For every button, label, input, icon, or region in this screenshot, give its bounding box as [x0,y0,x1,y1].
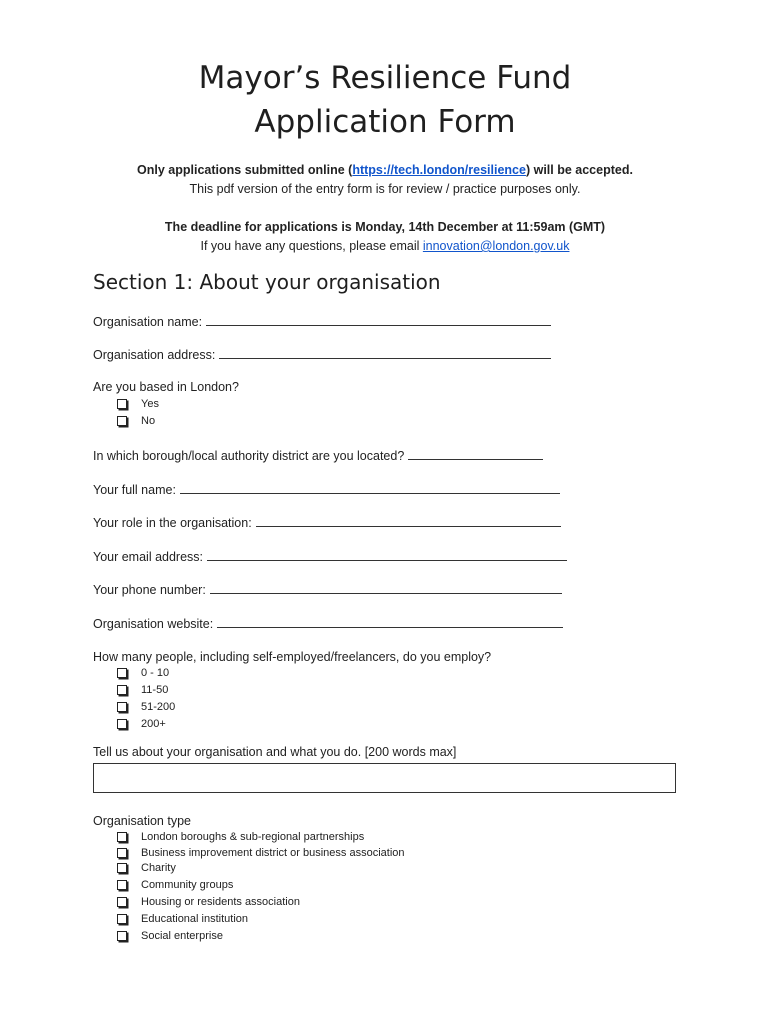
option-label: Business improvement district or business association [141,847,405,859]
org-type-option[interactable] [117,847,405,859]
website-field[interactable] [217,616,563,628]
form-title-line2: Application Form [254,104,516,140]
checkbox-icon[interactable] [117,848,127,858]
employees-option-200-plus[interactable] [117,718,166,730]
org-name-question [93,314,551,329]
website-label: Organisation website: [93,617,214,631]
org-name-field[interactable] [206,314,551,326]
option-label: Charity [141,862,176,874]
org-address-label: Organisation address: [93,348,216,362]
borough-field[interactable] [408,448,543,460]
checkbox-icon[interactable] [117,399,127,409]
checkbox-icon[interactable] [117,668,127,678]
apply-online-link[interactable]: https://tech.london/resilience [352,163,526,177]
option-label: London boroughs & sub-regional partnerships [141,831,365,843]
org-type-option[interactable] [117,913,248,925]
form-title-line1: Mayor’s Resilience Fund [198,60,572,96]
checkbox-icon[interactable] [117,416,127,426]
option-label: 11-50 [141,684,169,696]
option-label: Community groups [141,879,234,891]
email-question [93,549,567,564]
employees-option-11-50[interactable] [117,684,168,696]
employees-question: How many people, including self-employed/freelancers, do you employ? [93,650,492,664]
online-notice [0,163,770,177]
about-textarea[interactable] [93,763,676,793]
email-field[interactable] [207,549,567,561]
org-type-option[interactable] [117,862,176,874]
option-label: Social enterprise [141,930,223,942]
org-type-option[interactable] [117,831,364,843]
form-title [0,56,770,144]
checkbox-icon[interactable] [117,685,127,695]
deadline-notice: The deadline for applications is Monday, 14th December at 11:59am (GMT) [164,220,606,234]
org-type-question: Organisation type [93,814,191,828]
contact-notice [0,239,770,253]
london-option-no[interactable] [117,415,155,427]
checkbox-icon[interactable] [117,931,127,941]
contact-email-link[interactable]: innovation@london.gov.uk [422,239,570,253]
org-type-option[interactable] [117,930,223,942]
london-option-yes[interactable] [117,398,159,410]
phone-field[interactable] [210,582,562,594]
org-name-label: Organisation name: [93,315,203,329]
role-field[interactable] [256,515,561,527]
employees-option-0-10[interactable] [117,667,169,679]
option-label: 51-200 [141,701,176,713]
borough-question [93,448,543,463]
full-name-question [93,482,560,497]
role-label: Your role in the organisation: [93,516,252,530]
checkbox-icon[interactable] [117,897,127,907]
option-label: 200+ [141,718,166,730]
borough-label: In which borough/local authority district are you located? [93,449,405,463]
org-type-option[interactable] [117,896,300,908]
checkbox-icon[interactable] [117,719,127,729]
online-notice-suffix: ) will be accepted. [525,163,633,177]
contact-prefix: If you have any questions, please email [200,239,423,253]
pdf-note: This pdf version of the entry form is for review / practice purposes only. [189,182,581,196]
phone-question [93,582,562,597]
checkbox-icon[interactable] [117,832,127,842]
online-notice-prefix: Only applications submitted online ( [137,163,353,177]
section-1-title: Section 1: About your organisation [93,270,441,294]
option-label: No [141,415,156,427]
option-label: 0 - 10 [141,667,170,679]
phone-label: Your phone number: [93,583,206,597]
checkbox-icon[interactable] [117,880,127,890]
role-question [93,515,561,530]
org-type-option[interactable] [117,879,233,891]
org-address-question [93,347,551,362]
website-question [93,616,563,631]
option-label: Housing or residents association [141,896,300,908]
employees-option-51-200[interactable] [117,701,175,713]
based-in-london-question: Are you based in London? [93,380,239,394]
checkbox-icon[interactable] [117,914,127,924]
org-address-field[interactable] [219,347,551,359]
email-label: Your email address: [93,550,204,564]
option-label: Yes [141,398,159,410]
option-label: Educational institution [141,913,249,925]
checkbox-icon[interactable] [117,702,127,712]
full-name-label: Your full name: [93,483,176,497]
about-question: Tell us about your organisation and what you do. [200 words max] [93,745,457,759]
full-name-field[interactable] [180,482,560,494]
checkbox-icon[interactable] [117,863,127,873]
